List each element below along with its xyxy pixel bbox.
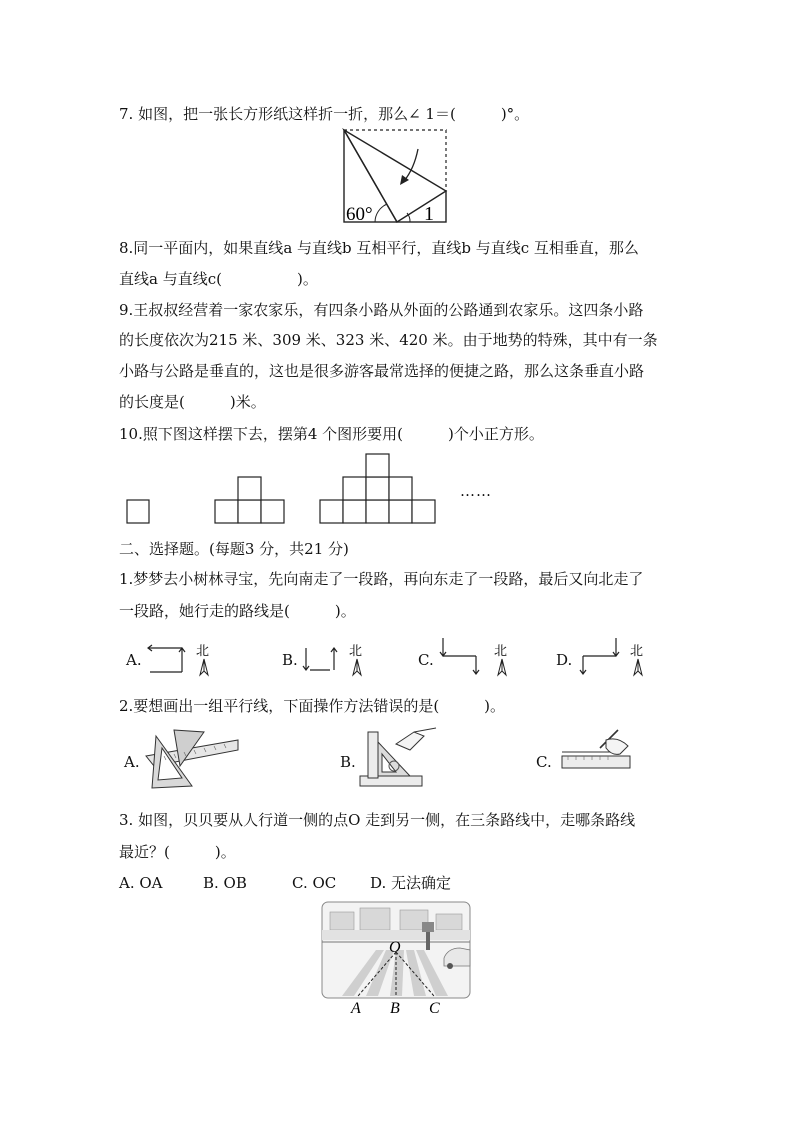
c3-crosswalk-figure — [320, 900, 472, 1018]
c1-option-a: A. — [126, 651, 142, 669]
c3-line1: 3. 如图，贝贝要从人行道一侧的点O 走到另一侧，在三条路线中，走哪条路线 — [119, 811, 636, 829]
q10-text: 10.照下图这样摆下去，摆第4 个图形要用( )个小正方形。 — [119, 425, 544, 443]
c1-north-c — [492, 641, 512, 679]
c1-north-d — [628, 641, 648, 679]
c1-north-a — [194, 641, 214, 679]
c1-line2: 一段路，她行走的路线是( )。 — [119, 602, 356, 620]
c2-option-a: A. — [124, 753, 140, 771]
c1-option-c: C. — [418, 651, 434, 669]
q7-text: 7. 如图，把一张长方形纸这样折一折，那么∠ 1＝( )°。 — [119, 105, 530, 123]
c2-option-c: C. — [536, 753, 552, 771]
q9-line2: 的长度依次为215 米、309 米、323 米、420 米。由于地势的特殊，其中有一条 — [119, 331, 658, 349]
c2-text: 2.要想画出一组平行线，下面操作方法错误的是( )。 — [119, 697, 506, 715]
q7-fold-figure — [340, 127, 450, 225]
point-b-label: B — [390, 1000, 400, 1017]
q9-line3: 小路与公路是垂直的，这也是很多游客最常选择的便捷之路，那么这条垂直小路 — [119, 362, 645, 380]
point-a-label: A — [351, 1000, 361, 1017]
c3-line2: 最近？( )。 — [119, 843, 236, 861]
q10-ellipsis: …… — [460, 482, 492, 500]
point-c-label: C — [429, 1000, 440, 1017]
angle-60-label: 60° — [346, 204, 373, 225]
c1-route-d — [576, 636, 622, 678]
pattern1-square — [127, 500, 149, 523]
c3-choice-d: D. 无法确定 — [370, 874, 452, 892]
svg-text:北: 北 — [494, 643, 508, 658]
svg-text:北: 北 — [630, 643, 644, 658]
c1-line1: 1.梦梦去小树林寻宝，先向南走了一段路，再向东走了一段路，最后又向北走了 — [119, 570, 644, 588]
c2-set-square-figure-b — [358, 726, 438, 792]
c3-choice-b: B. OB — [203, 874, 247, 892]
c1-option-b: B. — [282, 651, 298, 669]
c1-route-b — [300, 642, 340, 676]
svg-text:北: 北 — [196, 643, 210, 658]
point-o-label: O — [389, 939, 401, 956]
c1-route-c — [438, 636, 484, 678]
q8-line2: 直线a 与直线c( )。 — [119, 270, 318, 288]
q9-line4: 的长度是( )米。 — [119, 393, 266, 411]
angle-1-label: 1 — [424, 203, 434, 225]
c2-set-square-figure-a — [144, 726, 242, 790]
q9-line1: 9.王叔叔经营着一家农家乐，有四条小路从外面的公路通到农家乐。这四条小路 — [119, 301, 644, 319]
svg-text:北: 北 — [349, 643, 363, 658]
q8-line1: 8.同一平面内，如果直线a 与直线b 互相平行，直线b 与直线c 互相垂直，那么 — [119, 239, 639, 257]
c2-option-b: B. — [340, 753, 356, 771]
c1-option-d: D. — [556, 651, 573, 669]
c2-ruler-figure-c — [560, 726, 632, 786]
c1-north-b — [347, 641, 367, 679]
section2-title: 二、选择题。(每题3 分，共21 分) — [119, 540, 349, 558]
c1-route-a — [144, 642, 186, 676]
c3-choice-c: C. OC — [292, 874, 337, 892]
c3-choice-a: A. OA — [119, 874, 163, 892]
